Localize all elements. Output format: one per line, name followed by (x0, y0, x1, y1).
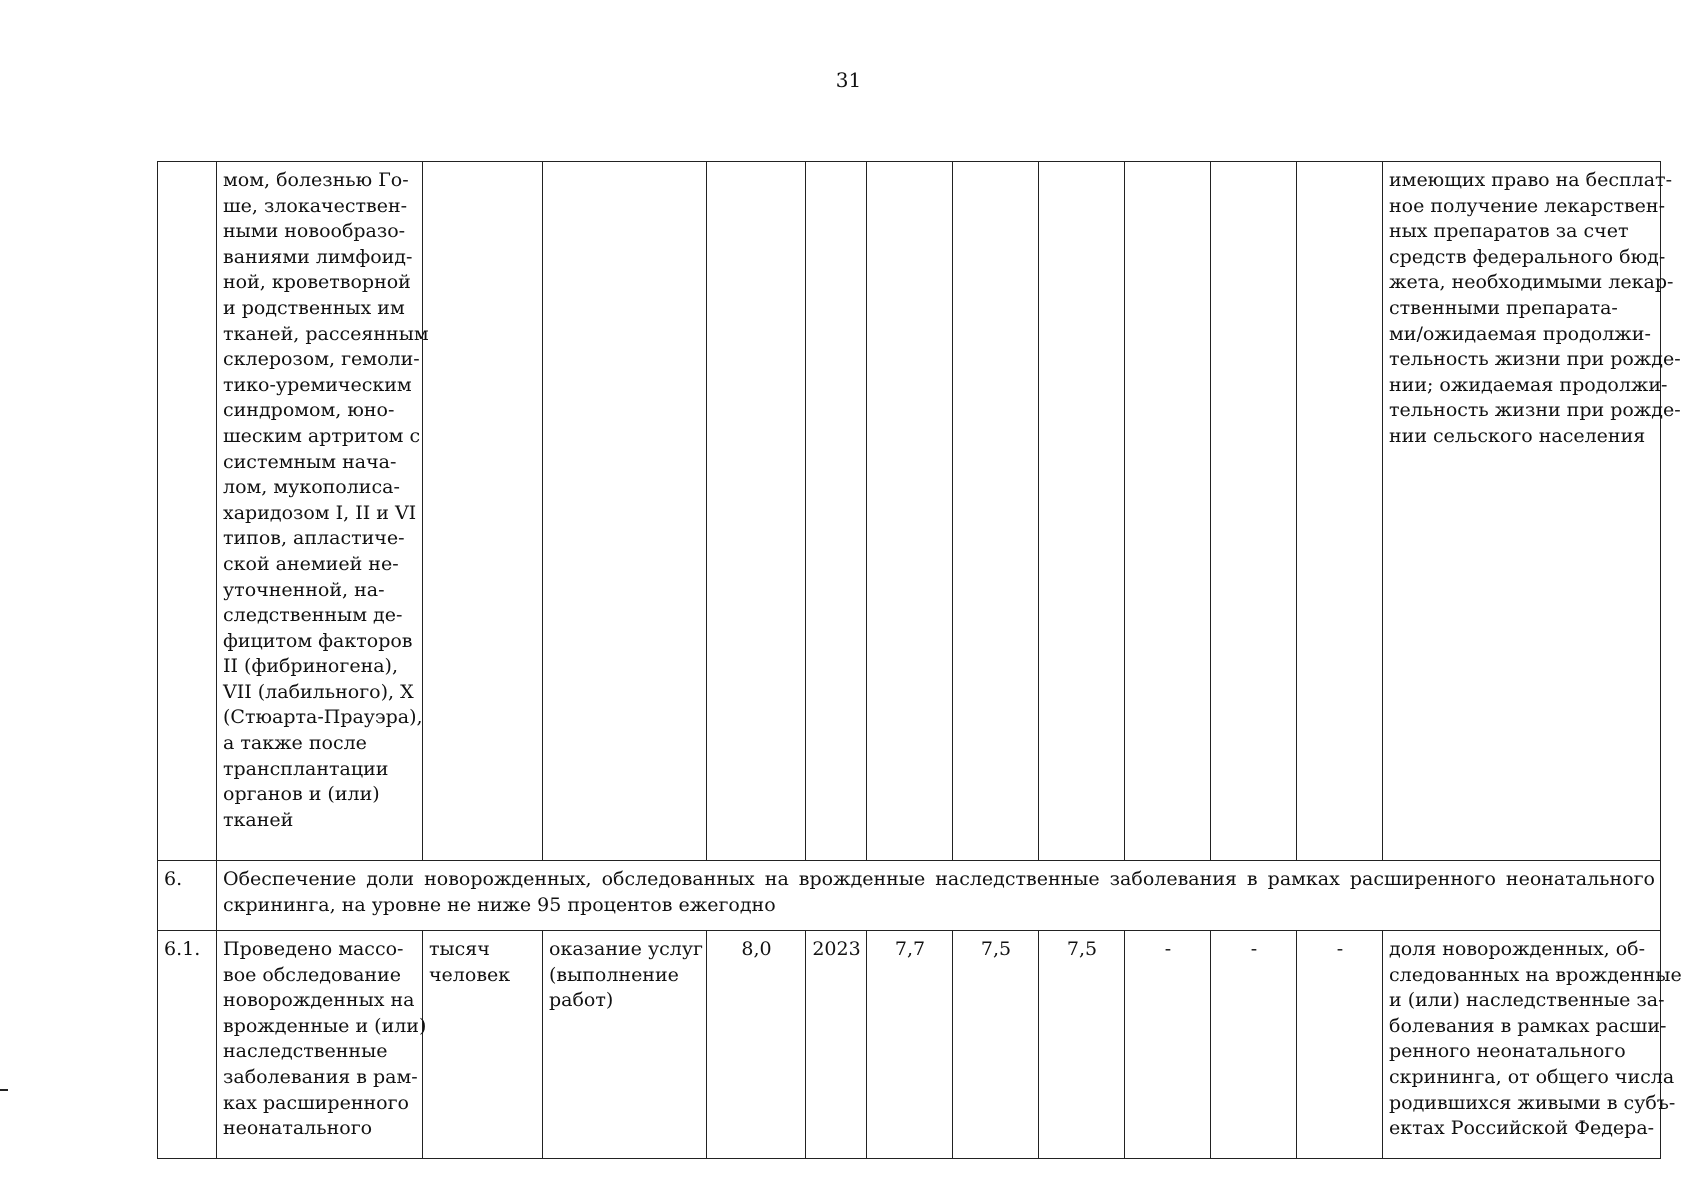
text-line: ных препаратов за счет (1389, 220, 1629, 243)
cell-year-value-5 (1211, 162, 1297, 861)
result-type-text (549, 937, 701, 1014)
cell-base-year (806, 162, 867, 861)
cell-indicator (1383, 931, 1682, 1159)
text-line: системным нача- (223, 450, 397, 473)
text-line: тканей (223, 808, 294, 831)
indicator-text (1389, 168, 1681, 450)
cell-unit (423, 931, 543, 1159)
text-line: оказание услуг (549, 938, 703, 960)
text-line: харидозом I, II и VI (223, 501, 417, 524)
text-line: (Стюарта-Прауэра), (223, 706, 423, 729)
section-number: 6. (158, 861, 217, 931)
cell-base-value: 8,0 (707, 931, 806, 1159)
text-line: ное получение лекарствен- (1389, 194, 1666, 217)
text-line: лом, мукополиса- (223, 476, 400, 499)
text-line: человек (429, 963, 511, 986)
text-line: и (или) наследственные за- (1389, 989, 1665, 1012)
text-line: синдромом, юно- (223, 399, 395, 422)
text-line: типов, апластиче- (223, 527, 405, 550)
section-title: Обеспечение доли новорожденных, обследованных на врожденные наследственные заболевания в рамках расширенного неонатального скрининга, на уровне не ниже 95 процентов ежегодно (223, 868, 1655, 916)
text-line: фицитом факторов (223, 629, 413, 652)
text-line: ственными препарата- (1389, 296, 1618, 319)
cell-year-value-3 (1039, 162, 1125, 861)
text-line: тельность жизни при рожде- (1389, 399, 1681, 422)
cell-number (158, 162, 217, 861)
text-line: новорожденных на (223, 989, 415, 1012)
cell-year-value-1: 7,7 (867, 931, 953, 1159)
text-line: болевания в рамках расши- (1389, 1014, 1667, 1037)
text-line: вое обследование (223, 963, 401, 986)
text-line: неонатального (223, 1117, 373, 1140)
text-line: средств федерального бюд- (1389, 245, 1666, 268)
cell-number: 6.1. (158, 931, 217, 1159)
cell-result-type (543, 162, 707, 861)
text-line: тканей, рассеянным (223, 322, 429, 345)
text-line: имеющих право на бесплат- (1389, 169, 1672, 191)
text-line: тико-уремическим (223, 373, 412, 396)
text-line: заболевания в рам- (223, 1065, 418, 1088)
cell-result-name (217, 931, 427, 1159)
text-line: ше, злокачествен- (223, 194, 408, 217)
cell-year-value-6 (1297, 162, 1383, 861)
text-line: органов и (или) (223, 783, 380, 806)
text-line: а также после (223, 732, 367, 755)
cell-year-value-2 (953, 162, 1039, 861)
text-line: Проведено массо- (223, 938, 404, 960)
text-line: врожденные и (или) (223, 1014, 427, 1037)
text-line: нии; ожидаемая продолжи- (1389, 373, 1668, 396)
table-row-section (158, 861, 1661, 931)
cell-year-value-4 (1125, 162, 1211, 861)
text-line: жета, необходимыми лекар- (1389, 271, 1674, 294)
text-line: шеским артритом с (223, 424, 421, 447)
text-line: доля новорожденных, об- (1389, 938, 1646, 960)
text-line: родившихся живыми в субъ- (1389, 1091, 1676, 1114)
cell-indicator (1383, 162, 1681, 861)
text-line: II (фибриногена), (223, 655, 399, 678)
text-line: ми/ожидаемая продолжи- (1389, 322, 1651, 345)
margin-mark (0, 1089, 8, 1091)
unit-text (429, 937, 537, 988)
section-title-cell (217, 861, 1661, 931)
cell-result-name (217, 162, 429, 861)
text-line: VII (лабильного), X (223, 680, 414, 703)
text-line: ках расширенного (223, 1091, 409, 1114)
table-row-result (158, 931, 1661, 1159)
text-line: следованных на врожденные (1389, 963, 1682, 986)
result-name-text (223, 937, 427, 1142)
text-line: наследственные (223, 1040, 388, 1063)
text-line: ной, кроветворной (223, 271, 411, 294)
text-line: мом, болезнью Го- (223, 169, 409, 191)
text-line: склерозом, гемоли- (223, 348, 420, 371)
text-line: скрининга, от общего числа (1389, 1065, 1675, 1088)
text-line: ренного неонатального (1389, 1040, 1626, 1063)
cell-base-year: 2023 (806, 931, 867, 1159)
cell-unit (423, 162, 543, 861)
text-line: и родственных им (223, 296, 405, 319)
text-line: следственным де- (223, 604, 403, 627)
text-line: нии сельского населения (1389, 424, 1646, 447)
text-line: тельность жизни при рожде- (1389, 348, 1681, 371)
text-line: ными новообразо- (223, 220, 406, 243)
text-line: (выполнение (549, 963, 679, 986)
text-line: трансплантации (223, 757, 389, 780)
text-line: ектах Российской Федера- (1389, 1117, 1655, 1140)
text-line: уточненной, на- (223, 578, 385, 601)
cell-year-value-6: - (1297, 931, 1383, 1159)
cell-base-value (707, 162, 806, 861)
cell-year-value-5: - (1211, 931, 1297, 1159)
cell-result-type (543, 931, 707, 1159)
text-line: ской анемией не- (223, 552, 399, 575)
text-line: работ) (549, 989, 614, 1012)
indicator-text (1389, 937, 1682, 1142)
plan-table (157, 161, 1682, 1159)
cell-year-value-4: - (1125, 931, 1211, 1159)
result-name-text (223, 168, 429, 833)
text-line: ваниями лимфоид- (223, 245, 413, 268)
cell-year-value-1 (867, 162, 953, 861)
text-line: тысяч (429, 938, 490, 960)
page-number: 31 (835, 68, 862, 92)
cell-year-value-2: 7,5 (953, 931, 1039, 1159)
table-row-continuation (158, 162, 1661, 861)
cell-year-value-3: 7,5 (1039, 931, 1125, 1159)
